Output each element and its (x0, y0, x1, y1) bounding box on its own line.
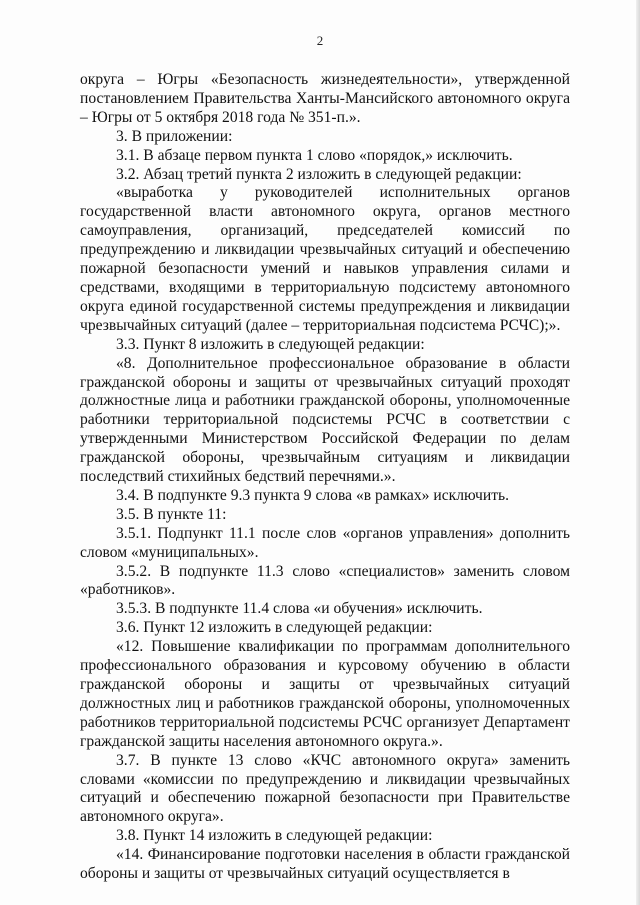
paragraph-6: «8. Дополнительное профессиональное образование в области гражданской обороны и защиты от чрезвычайных ситуаций проходят должностные лица и работники гражданской обороны, уполномоченные работники территориальной подсистемы РСЧС в соответствии с утвержденными Министерством Российской Федерации по делам гражданской обороны, чрезвычайным ситуациям и ликвидации последствий стихийных бедствий перечнями.». (80, 354, 570, 486)
paragraph-9: 3.5.1. Подпункт 11.1 после слов «органов управления» дополнить словом «муниципальных». (80, 524, 570, 561)
paragraph-16: «14. Финансирование подготовки населения в области гражданской обороны и защиты от чрезвычайных ситуаций осуществляется в (80, 846, 570, 883)
paragraph-3: 3.2. Абзац третий пункта 2 изложить в следующей редакции: (116, 165, 522, 183)
paragraph-11: 3.5.3. В подпункте 11.4 слова «и обучения» исключить. (116, 600, 483, 618)
page-number: 2 (316, 33, 324, 48)
paragraph-13: «12. Повышение квалификации по программам дополнительного профессионального образования и курсовому обучению в области гражданской обороны и защиты от чрезвычайных ситуаций должностных лиц и работников гражданской обороны, уполномоченных работников территориальной подсистемы РСЧС организует Департамент гражданской защиты населения автономного округа.». (80, 638, 570, 750)
paragraph-15: 3.8. Пункт 14 изложить в следующей редакции: (116, 827, 433, 845)
paragraph-4: «выработка у руководителей исполнительных органов государственной власти автономного округа, органов местного самоуправления, организаций, председателей комиссий по предупреждению и ликвидации чрезвычайных ситуаций и обеспечению пожарной безопасности умений и навыков управления силами и средствами, входящими в территориальную подсистему автономного округа единой государственной системы предупреждения и ликвидации чрезвычайных ситуаций (далее – территориальная подсистема РСЧС);». (80, 184, 570, 334)
paragraph-8: 3.5. В пункте 11: (116, 505, 227, 523)
paragraph-12: 3.6. Пункт 12 изложить в следующей редакции: (116, 619, 433, 637)
scan-edge-shadow (636, 0, 640, 905)
paragraph-1: 3. В приложении: (116, 127, 233, 145)
document-body (80, 71, 570, 884)
paragraph-10: 3.5.2. В подпункте 11.3 слово «специалистов» заменить словом «работников». (80, 562, 570, 599)
paragraph-5: 3.3. Пункт 8 изложить в следующей редакции: (116, 335, 425, 353)
paragraph-0: округа – Югры «Безопасность жизнедеятельности», утвержденной постановлением Правительства Ханты-Мансийского автономного округа – Югры от 5 октября 2018 года № 351-п.». (80, 71, 570, 126)
paragraph-2: 3.1. В абзаце первом пункта 1 слово «порядок,» исключить. (116, 146, 513, 164)
paragraph-7: 3.4. В подпункте 9.3 пункта 9 слова «в рамках» исключить. (116, 486, 510, 504)
paragraph-14: 3.7. В пункте 13 слово «КЧС автономного округа» заменить словами «комиссии по предупреждению и ликвидации чрезвычайных ситуаций и обеспечению пожарной безопасности при Правительстве автономного округа». (80, 751, 570, 826)
